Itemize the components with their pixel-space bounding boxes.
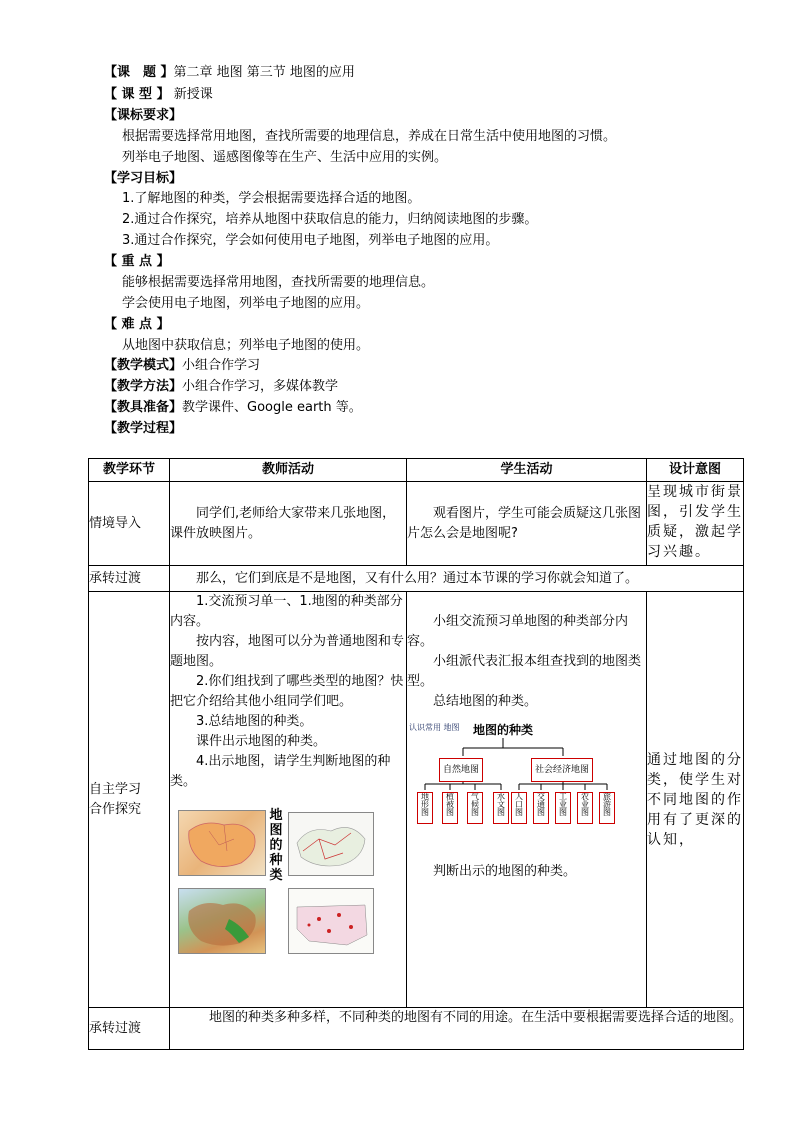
row2-stage: 承转过渡 <box>89 566 170 592</box>
leaf-tourism: 旅游图 <box>599 792 615 824</box>
header-stage: 教学环节 <box>89 459 170 482</box>
row3-student-p1: 小组交流预习单地图的种类部分内容。 <box>407 614 629 649</box>
tools-line <box>104 399 362 417</box>
political-map-thumb <box>178 810 266 876</box>
tools-label: 【教具准备】 <box>104 400 183 415</box>
row1-teacher-text: 同学们,老师给大家带来几张地图，课件放映图片。 <box>170 506 396 541</box>
socioeconomic-map-box: 社会经济地图 <box>531 758 593 782</box>
map-types-diagram <box>407 718 646 858</box>
leaf-transport: 交通图 <box>533 792 549 824</box>
natural-map-box: 自然地图 <box>439 758 483 782</box>
standard-line-1: 根据需要选择常用地图，查找所需要的地理信息，养成在日常生活中使用地图的习惯。 <box>122 129 617 144</box>
method-line <box>104 378 338 396</box>
topic-label: 【课 题 】 <box>104 65 174 80</box>
standard-label: 【课标要求】 <box>104 108 183 123</box>
row3-teacher-p1: 1.交流预习单一、1.地图的种类部分内容。 <box>170 594 403 629</box>
type-value: 新授课 <box>173 87 213 102</box>
goal-line-2: 2.通过合作探究，培养从地图中获取信息的能力，归纳阅读地图的步骤。 <box>122 212 538 227</box>
key-line-2: 学会使用电子地图，列举电子地图的应用。 <box>122 296 370 311</box>
row3-teacher-p2: 按内容，地图可以分为普通地图和专题地图。 <box>170 634 405 669</box>
terrain-map-icon <box>179 889 265 953</box>
method-value: 小组合作学习，多媒体教学 <box>182 379 339 394</box>
table-row <box>89 482 744 566</box>
header-student: 学生活动 <box>407 459 647 482</box>
leaf-industry: 工业图 <box>555 792 571 824</box>
goal-line-1: 1.了解地图的种类，学会根据需要选择合适的地图。 <box>122 191 421 206</box>
goal-line-3: 3.通过合作探究，学会如何使用电子地图，列举电子地图的应用。 <box>122 233 499 248</box>
row1-student-text: 观看图片，学生可能会质疑这几张图片怎么会是地图呢? <box>407 506 642 541</box>
row1-intent: 呈现城市街景图，引发学生质疑，激起学习兴趣。 <box>647 482 744 566</box>
transport-map-icon <box>289 813 373 875</box>
table-row <box>89 1008 744 1050</box>
lesson-table <box>88 458 744 1050</box>
topic-value: 第二章 地图 第三节 地图的应用 <box>173 65 355 80</box>
political-map-icon <box>179 811 265 875</box>
row3-teacher-p3: 2.你们组找到了哪些类型的地图？快把它介绍给其他小组同学们吧。 <box>170 674 404 709</box>
map-collage <box>170 806 406 966</box>
caption-char: 种 <box>269 853 283 868</box>
diagram-connectors <box>407 718 635 858</box>
caption-char: 的 <box>269 838 283 853</box>
row1-stage: 情境导入 <box>89 482 170 566</box>
row3-student-p2: 小组派代表汇报本组查找到的地图类型。 <box>407 654 642 689</box>
mode-value: 小组合作学习 <box>182 358 261 373</box>
terrain-map-thumb <box>178 888 266 954</box>
key-line-1: 能够根据需要选择常用地图，查找所需要的地理信息。 <box>122 275 435 290</box>
row1-student <box>407 482 647 566</box>
row3-student-p3: 总结地图的种类。 <box>433 694 538 709</box>
key-label: 【 重 点 】 <box>104 254 170 269</box>
row4-stage: 承转过渡 <box>89 1008 170 1050</box>
leaf-agriculture: 农业图 <box>577 792 593 824</box>
population-map-icon <box>289 889 373 953</box>
row3-teacher <box>170 592 407 1008</box>
standard-line-2: 列举电子地图、遥感图像等在生产、生活中应用的实例。 <box>122 150 448 165</box>
row4-content <box>170 1008 744 1050</box>
diagram-title: 地图的种类 <box>473 723 534 737</box>
row3-student-last: 判断出示的地图的种类。 <box>433 864 577 879</box>
type-line <box>104 86 213 104</box>
process-label: 【教学过程】 <box>104 421 183 436</box>
difficult-label: 【 难 点 】 <box>104 317 170 332</box>
caption-char: 地 <box>269 808 283 823</box>
row3-stage <box>89 592 170 1008</box>
row2-content-text: 那么，它们到底是不是地图，又有什么用？通过本节课的学习你就会知道了。 <box>196 570 639 586</box>
leaf-hydrology: 水文图 <box>493 792 509 824</box>
row3-stage-line2: 合作探究 <box>89 801 142 817</box>
table-row <box>89 566 744 592</box>
mode-label: 【教学模式】 <box>104 358 183 373</box>
mode-line <box>104 357 260 375</box>
leaf-vegetation: 植被图 <box>442 792 458 824</box>
row3-teacher-p5: 课件出示地图的种类。 <box>196 734 327 749</box>
row4-content-text: 地图的种类多种多样，不同种类的地图有不同的用途。在生活中要根据需要选择合适的地图。 <box>209 1010 743 1025</box>
leaf-terrain: 地形图 <box>417 792 433 824</box>
transport-map-thumb <box>288 812 374 876</box>
row2-content <box>170 566 744 592</box>
caption-char: 类 <box>269 868 283 883</box>
topic-line <box>104 64 355 82</box>
map-types-caption <box>267 808 285 883</box>
tools-value: 教学课件、Google earth 等。 <box>182 400 362 415</box>
diagram-corner-label: 认识常用 地图 <box>409 723 460 732</box>
goals-label: 【学习目标】 <box>104 171 183 186</box>
leaf-population: 人口图 <box>511 792 527 824</box>
type-label: 【 课 型 】 <box>104 87 170 102</box>
row3-intent: 通过地图的分类，使学生对不同地图的作用有了更深的认知， <box>647 592 744 1008</box>
caption-char: 图 <box>269 823 283 838</box>
row1-teacher <box>170 482 407 566</box>
row3-teacher-p6: 4.出示地图，请学生判断地图的种类。 <box>170 754 391 789</box>
population-map-thumb <box>288 888 374 954</box>
method-label: 【教学方法】 <box>104 379 183 394</box>
leaf-climate: 气候图 <box>467 792 483 824</box>
table-row <box>89 592 744 1008</box>
table-header-row <box>89 459 744 482</box>
row3-stage-line1: 自主学习 <box>89 781 142 797</box>
row3-student <box>407 592 647 1008</box>
header-intent: 设计意图 <box>647 459 744 482</box>
difficult-line-1: 从地图中获取信息；列举电子地图的使用。 <box>122 338 370 353</box>
header-teacher: 教师活动 <box>170 459 407 482</box>
row3-teacher-p4: 3.总结地图的种类。 <box>196 714 313 729</box>
